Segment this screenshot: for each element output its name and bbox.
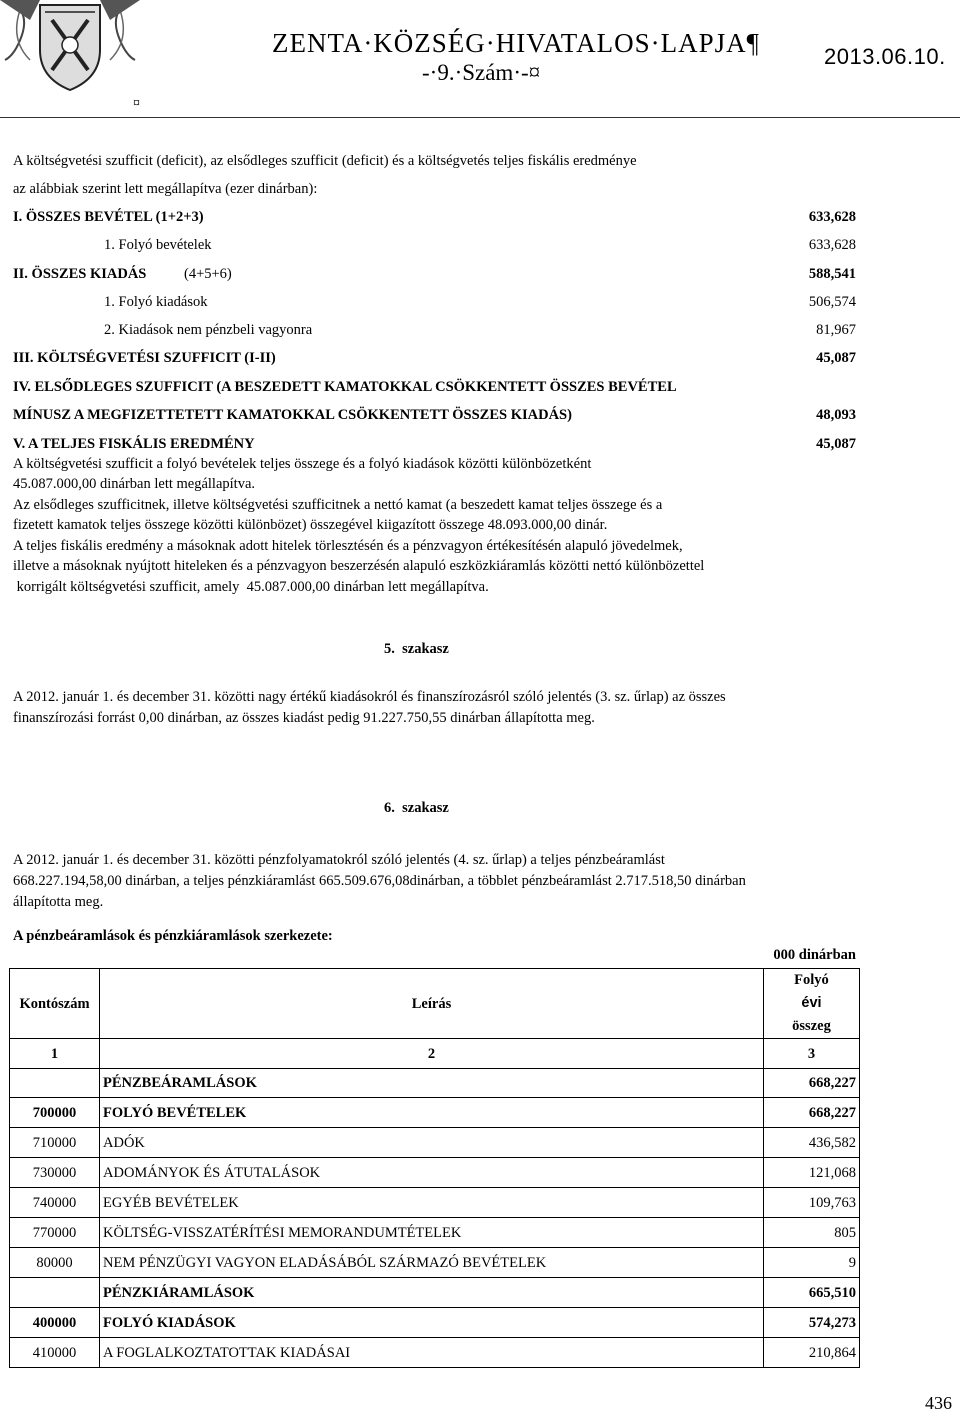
summary-value-III: 45,087 xyxy=(816,350,856,366)
row-description: ADÓK xyxy=(100,1128,764,1158)
table-row xyxy=(10,1158,860,1188)
row-description: PÉNZBEÁRAMLÁSOK xyxy=(100,1069,764,1098)
header-amount xyxy=(764,969,860,1039)
row-amount: 109,763 xyxy=(764,1188,860,1218)
col-number-1: 1 xyxy=(10,1039,100,1069)
summary-value-1: 633,628 xyxy=(808,237,856,253)
table-row xyxy=(10,1338,860,1368)
row-code: 710000 xyxy=(10,1128,100,1158)
explanation-line: illetve a másoknak nyújtott hiteleken és a pénzvagyon beszerzésén alapuló eszközkiáramlás közötti nettó különbözettel xyxy=(13,558,705,574)
section-5-line-1: A 2012. január 1. és december 31. közötti nagy értékű kiadásokról és finanszírozásról szóló jelentés (3. sz. űrlap) az összes xyxy=(13,689,726,705)
row-amount: 121,068 xyxy=(764,1158,860,1188)
row-code xyxy=(10,1069,100,1098)
row-amount: 665,510 xyxy=(764,1278,860,1308)
section-5-heading: 5. szakasz xyxy=(384,641,449,657)
table-row xyxy=(10,1069,860,1098)
issue-number: -·9.·Szám·-¤ xyxy=(422,60,541,85)
header-amount-line-3: összeg xyxy=(792,1018,831,1034)
row-description: A FOGLALKOZTATOTTAK KIADÁSAI xyxy=(100,1338,764,1368)
section-6-line-1: A 2012. január 1. és december 31. közötti pénzfolyamatokról szóló jelentés (4. sz. űrlap) a teljes pénzbeáramlást xyxy=(13,852,665,868)
explanation-line: fizetett kamatok teljes összege közötti különbözet) összegével kiigazított összege 48.093.000,00 dinár. xyxy=(13,517,608,533)
table-row xyxy=(10,1248,860,1278)
row-description: ADOMÁNYOK ÉS ÁTUTALÁSOK xyxy=(100,1158,764,1188)
section-6-heading: 6. szakasz xyxy=(384,800,449,816)
summary-label-nonfinancial: 2. Kiadások nem pénzbeli vagyonra xyxy=(104,322,313,338)
explanation-line: A költségvetési szufficit a folyó bevételek teljes összege és a folyó kiadások közötti különbözetként xyxy=(13,456,592,472)
summary-label-II: II. ÖSSZES KIADÁS xyxy=(13,266,147,282)
table-row xyxy=(10,1218,860,1248)
table-row xyxy=(10,1188,860,1218)
row-description: FOLYÓ KIADÁSOK xyxy=(100,1308,764,1338)
summary-label-III: III. KÖLTSÉGVETÉSI SZUFFICIT (I-II) xyxy=(13,350,276,366)
intro-line-1: A költségvetési szufficit (deficit), az elsődleges szufficit (deficit) és a költségvetés teljes fiskális eredménye xyxy=(13,153,637,169)
row-description: KÖLTSÉG-VISSZATÉRÍTÉSI MEMORANDUMTÉTELEK xyxy=(100,1218,764,1248)
summary-label-IV-cont: MÍNUSZ A MEGFIZETTETETT KAMATOKKAL CSÖKKENTETT ÖSSZES KIADÁS) xyxy=(13,407,572,423)
row-amount: 210,864 xyxy=(764,1338,860,1368)
row-description: EGYÉB BEVÉTELEK xyxy=(100,1188,764,1218)
row-amount: 574,273 xyxy=(764,1308,860,1338)
header-mark: ¤ xyxy=(133,96,140,111)
row-code: 740000 xyxy=(10,1188,100,1218)
row-code xyxy=(10,1278,100,1308)
row-code: 80000 xyxy=(10,1248,100,1278)
explanation-line: korrigált költségvetési szufficit, amely 45.087.000,00 dinárban lett megállapítva. xyxy=(13,579,489,595)
row-description: PÉNZKIÁRAMLÁSOK xyxy=(100,1278,764,1308)
page-number: 436 xyxy=(925,1393,952,1413)
row-code: 410000 xyxy=(10,1338,100,1368)
header-description: Leírás xyxy=(100,969,764,1039)
row-code: 770000 xyxy=(10,1218,100,1248)
section-6-line-2: 668.227.194,58,00 dinárban, a teljes pénzkiáramlást 665.509.676,08dinárban, a többlet pénzbeáramlást 2.717.518,50 dinárban xyxy=(13,873,746,889)
structure-heading: A pénzbeáramlások és pénzkiáramlások szerkezete: xyxy=(13,928,333,944)
summary-label-current-expenses: 1. Folyó kiadások xyxy=(104,294,208,310)
col-number-3: 3 xyxy=(764,1039,860,1069)
summary-formula-II: (4+5+6) xyxy=(184,266,232,282)
summary-label-I: I. ÖSSZES BEVÉTEL (1+2+3) xyxy=(13,209,204,225)
explanation-line: Az elsődleges szufficitnek, illetve költségvetési szufficitnek a nettó kamat (a beszedett kamat teljes összege és a xyxy=(13,497,663,513)
issue-date: 2013.06.10. xyxy=(824,44,946,69)
row-amount: 9 xyxy=(764,1248,860,1278)
cash-flow-table xyxy=(9,968,860,1368)
col-number-2: 2 xyxy=(100,1039,764,1069)
table-header-row xyxy=(10,969,860,1039)
header-amount-line-1: Folyó xyxy=(794,972,829,988)
summary-value-IV: 48,093 xyxy=(816,407,856,423)
summary-value-V: 45,087 xyxy=(816,436,856,452)
summary-value-I: 633,628 xyxy=(808,209,856,225)
gazette-title: ZENTA·KÖZSÉG·HIVATALOS·LAPJA¶ xyxy=(272,28,760,58)
table-row xyxy=(10,1278,860,1308)
summary-value-II: 588,541 xyxy=(808,266,856,282)
section-5-line-2: finanszírozási forrást 0,00 dinárban, az összes kiadást pedig 91.227.750,55 dinárban állapította meg. xyxy=(13,710,595,726)
intro-line-2: az alábbiak szerint lett megállapítva (ezer dinárban): xyxy=(13,181,318,197)
unit-note: 000 dinárban xyxy=(773,947,856,963)
table-row xyxy=(10,1308,860,1338)
row-code: 700000 xyxy=(10,1098,100,1128)
row-amount: 436,582 xyxy=(764,1128,860,1158)
row-code: 730000 xyxy=(10,1158,100,1188)
row-code: 400000 xyxy=(10,1308,100,1338)
row-description: NEM PÉNZÜGYI VAGYON ELADÁSÁBÓL SZÁRMAZÓ BEVÉTELEK xyxy=(100,1248,764,1278)
table-row xyxy=(10,1128,860,1158)
header-account: Kontószám xyxy=(10,969,100,1039)
table-number-row xyxy=(10,1039,860,1069)
summary-label-IV: IV. ELSŐDLEGES SZUFFICIT (A BESZEDETT KAMATOKKAL CSÖKKENTETT ÖSSZES BEVÉTEL xyxy=(13,379,677,395)
table-row xyxy=(10,1098,860,1128)
coat-of-arms-logo xyxy=(0,0,140,100)
explanation-line: A teljes fiskális eredmény a másoknak adott hitelek törlesztésén és a pénzvagyon értékesítésén alapuló jövedelmek, xyxy=(13,538,683,554)
summary-label-V: V. A TELJES FISKÁLIS EREDMÉNY xyxy=(13,436,255,452)
summary-value-nonfinancial: 81,967 xyxy=(816,322,856,338)
row-description: FOLYÓ BEVÉTELEK xyxy=(100,1098,764,1128)
section-6-line-3: állapította meg. xyxy=(13,894,104,910)
header-divider xyxy=(0,117,960,118)
summary-value-current-expenses: 506,574 xyxy=(808,294,856,310)
row-amount: 668,227 xyxy=(764,1069,860,1098)
summary-label-1: 1. Folyó bevételek xyxy=(104,237,212,253)
header-amount-line-2: évi xyxy=(801,995,822,1011)
explanation-line: 45.087.000,00 dinárban lett megállapítva. xyxy=(13,476,256,492)
row-amount: 668,227 xyxy=(764,1098,860,1128)
row-amount: 805 xyxy=(764,1218,860,1248)
